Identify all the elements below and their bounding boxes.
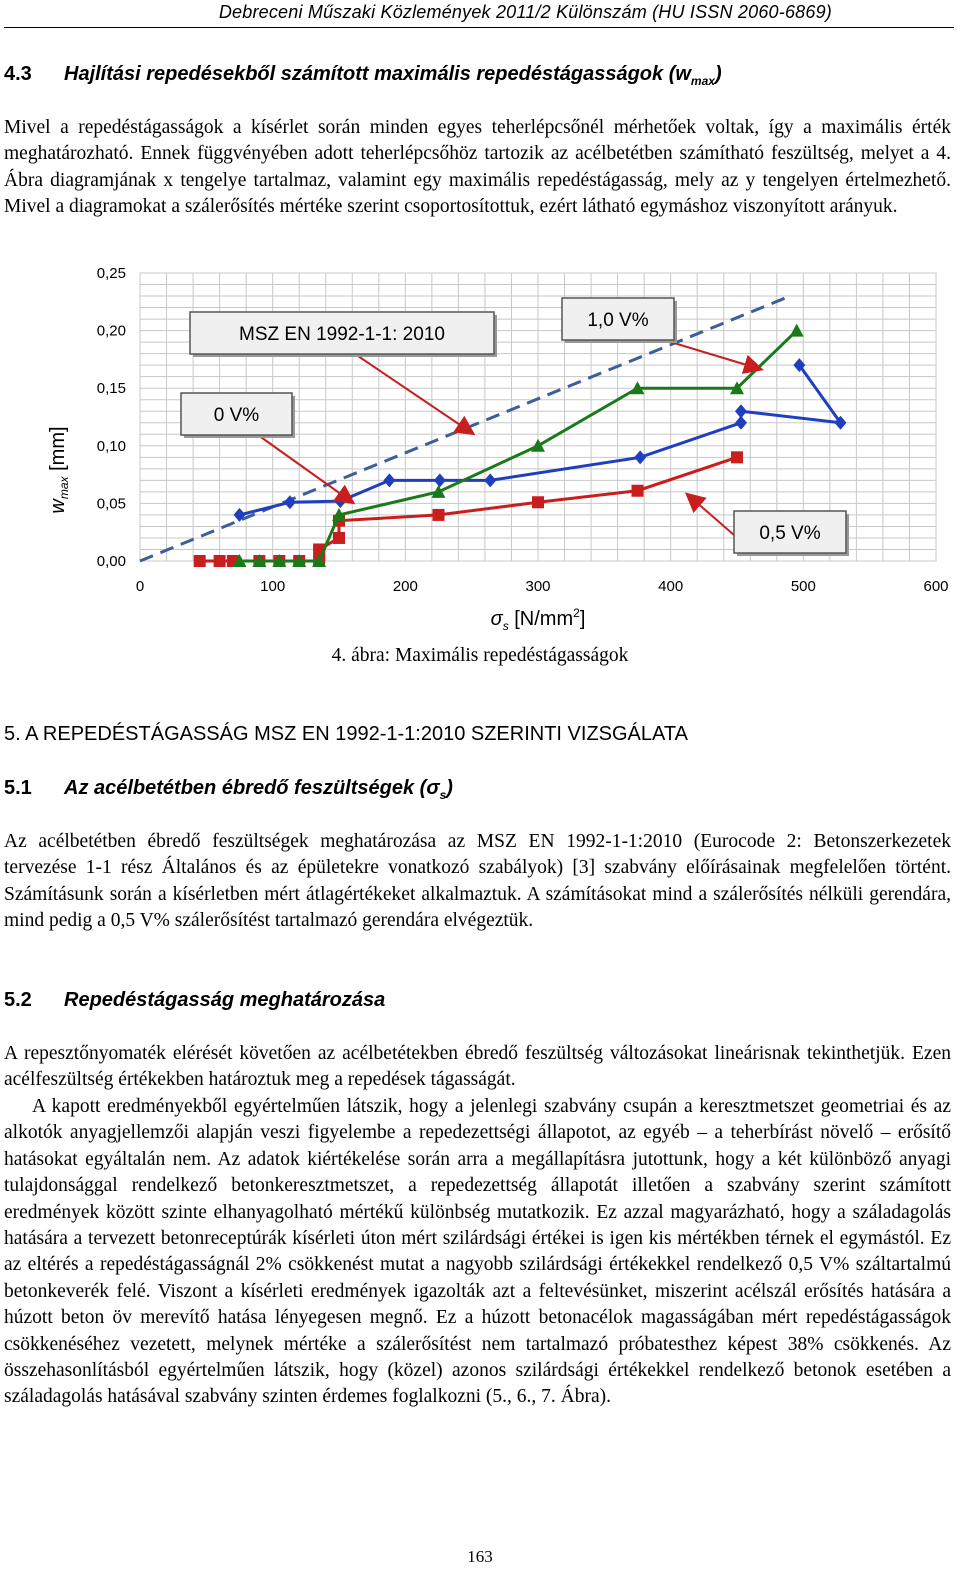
annotation-label: 1,0 V% — [587, 310, 649, 331]
section-number: 5.2 — [4, 989, 32, 1011]
x-tick-label: 100 — [260, 578, 286, 595]
header-rule — [4, 27, 954, 28]
data-point — [433, 509, 445, 521]
section-5-2-heading — [4, 989, 385, 1012]
section-title: Az acélbetétben ébredő feszültségek $(\sigma_s)$ — [64, 777, 453, 802]
y-tick-label: 0,20 — [96, 322, 126, 340]
section-4-3-heading — [4, 63, 722, 88]
paragraph-stresses: Az acélbetétben ébredő feszültségek meghatározása az MSZ EN 1992-1-1:2010 (Eurocode 2: Betonszerkezetek tervezése 1-1 rész Általános és az épületekre vonatkozó szabályok) [3] szabvány előírásainak megfelelően történt. Számításunk során a kísérletben mért átlagértékeket alkalmaztuk. A számításokat mind a szálerősítés nélküli gerendára, mind pedig a 0,5 V% szálerősítést tartalmazó gerendára elvégeztük. — [4, 831, 951, 932]
y-tick-label: 0,15 — [96, 380, 126, 398]
x-tick-label: 300 — [525, 578, 551, 595]
y-tick-label: 0,25 — [96, 265, 126, 282]
section-number: 4.3 — [4, 63, 32, 85]
x-tick-label: 500 — [790, 578, 816, 595]
section-5-1-heading — [4, 777, 453, 802]
data-point — [194, 555, 206, 567]
x-tick-label: 0 — [135, 578, 145, 595]
y-tick-label: 0,00 — [96, 553, 126, 570]
section-title: Repedéstágasság meghatározása — [64, 989, 386, 1011]
running-header: Debreceni Műszaki Közlemények 2011/2 Különszám (HU ISSN 2060-6869) — [218, 2, 832, 22]
x-tick-label: 200 — [392, 578, 418, 595]
figure-4-chart — [0, 255, 960, 640]
paragraph-intro: Mivel a repedéstágasságok a kísérlet során minden egyes teherlépcsőnél mérhetőek voltak, így a maximális érték meghatározható. Ennek függvényében adott teherlépcsőhöz tartozik az acélbetétben számítható feszültség, melyet a 4. Ábra diagramjának x tengelye tartalmaz, valamint egy maximális repedéstágasság, mely az y tengelyen értelmezhető. Mivel a diagramokat a szálerősítés mértéke szerint csoportosítottuk, ezért látható egymáshoz viszonyított arányuk. — [4, 117, 951, 218]
page-number: 163 — [467, 1547, 493, 1566]
data-point — [214, 555, 226, 567]
x-tick-label: 400 — [658, 578, 684, 595]
x-axis-label: $\sigma_s$ $[N/mm^2]$ — [490, 606, 586, 633]
paragraph-crack-width: A repesztőnyomaték elérését követően az acélbetétekben ébredő feszültség változásokat lineárisnak tekinthetjük. Ezen acélfeszültség értékekben határoztuk meg a repedések tágasságát. — [4, 1043, 951, 1091]
data-point — [632, 485, 644, 497]
annotation-label: MSZ EN 1992-1-1: 2010 — [239, 324, 445, 345]
y-axis-label: $w_{max}$ [mm] — [47, 426, 71, 514]
annotation-label: 0 V% — [213, 405, 260, 426]
y-tick-label: 0,10 — [96, 437, 126, 455]
figure-caption: 4. ábra: Maximális repedéstágasságok — [331, 645, 629, 666]
paragraph-results: A kapott eredményekből egyértelműen látszik, hogy a jelenlegi szabvány csupán a keresztmetszet geometriai és az alkotók anyagjellemzői alapján veszi figyelembe a repedezettségi állapotot, az egyéb – a teherbírást növelő – erősítő hatásokat egyáltalán nem. Az adatok kiértékelése során arra a megállapításra jutottunk, hogy a két különböző anyagi tulajdonsággal rendelkező betonkeresztmetszet, a repedezettség állapotát illetően a szabvány szerint számított eredmények között szinte elhanyagolható mértékű különbség mutatkozik. Ez azzal magyarázható, hogy a száladagolás hatására a tervezett betonreceptúrák kísérleti úton mért szilárdsági értékei is igen kis mértékben térnek el egymástól. Ez az eltérés a repedéstágasságnál 2% csökkenést mutat a nagyobb szilárdsági értékekkel rendelkező 0,5 V% száltartalmú betonkeverék felé. Viszont a kísérleti eredmények igazolták azt a feltevésünket, miszerint acélszál erősítés hatására a húzott beton öv merevítő hatása lényegesen megnő. Ez a húzott betonacélok magasságában mért repedéstágasságok csökkenéséhez vezetett, melynek mértéke a szálerősítést nem tartalmazó próbatesthez képest 38% csökkenés. Az összehasonlításból egyértelműen látszik, hogy (közel) azonos szilárdsági értékekkel rendelkező betonok esetében a száladagolás hatásával szabvány szinten érdemes foglalkozni (5., 6., 7. Ábra). — [4, 1096, 951, 1408]
section-title: Hajlítási repedésekből számított maximális repedéstágasságok $(w_{max})$ — [64, 63, 722, 88]
section-5-heading: 5. A REPEDÉSTÁGASSÁG MSZ EN 1992-1-1:2010 SZERINTI VIZSGÁLATA — [4, 723, 688, 745]
section-number: 5.1 — [4, 777, 32, 799]
y-tick-label: 0,05 — [96, 495, 126, 513]
annotation-label: 0,5 V% — [759, 523, 821, 544]
data-point — [731, 451, 743, 463]
data-point — [532, 496, 544, 508]
x-tick-label: 600 — [923, 578, 949, 595]
data-point — [333, 532, 345, 544]
